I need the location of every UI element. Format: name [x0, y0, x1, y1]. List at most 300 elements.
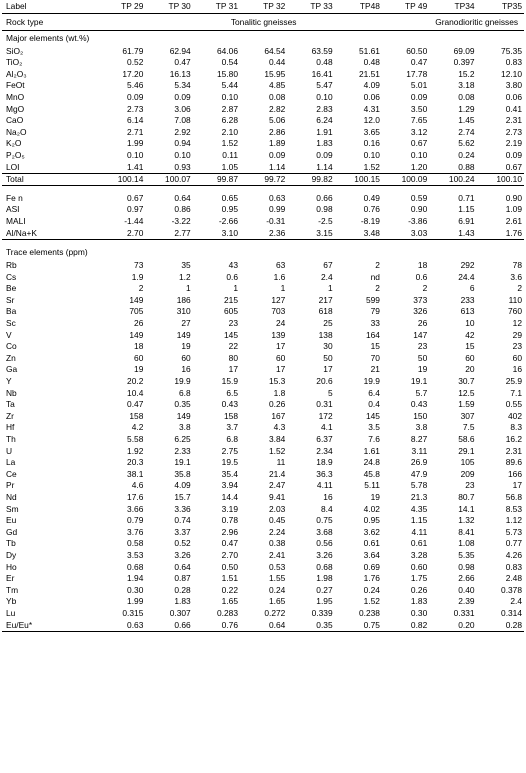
table-cell: 0.71	[458, 192, 475, 203]
table-cell: 18	[134, 341, 144, 352]
row-label: Zn	[6, 352, 16, 363]
table-cell: 2.75	[221, 445, 238, 456]
trace-row	[2, 260, 524, 272]
table-cell: 105	[460, 457, 475, 468]
table-cell: 0.68	[127, 561, 144, 572]
table-cell: 0.66	[316, 192, 333, 203]
table-cell: 2.19	[505, 138, 522, 149]
major-row	[2, 91, 524, 103]
table-cell: 19	[134, 364, 144, 375]
table-cell: 15.95	[264, 68, 286, 79]
table-cell: 0.283	[217, 607, 238, 618]
table-cell: 0.50	[221, 561, 238, 572]
table-cell: 6.37	[316, 434, 333, 444]
table-cell: 79	[370, 306, 380, 317]
table-cell: 2.86	[268, 126, 286, 137]
table-cell: 70	[370, 352, 380, 363]
table-cell: 17.6	[127, 491, 144, 502]
table-cell: 1.94	[127, 573, 144, 584]
table-cell: 1	[233, 283, 238, 294]
table-cell: 1.52	[363, 596, 380, 607]
table-cell: 15.9	[221, 376, 238, 387]
table-cell: 5.78	[410, 480, 428, 491]
table-cell: -1.44	[124, 215, 144, 226]
table-cell: 0.58	[127, 538, 144, 549]
trace-row	[2, 306, 524, 318]
table-cell: 0.61	[363, 538, 380, 549]
table-cell: 2	[375, 283, 380, 294]
table-cell: 100.14	[98, 173, 145, 186]
table-cell: 43	[228, 260, 238, 271]
table-cell: 100.15	[335, 173, 382, 186]
table-cell: 3.8	[179, 422, 191, 433]
row-label: MnO	[6, 91, 25, 102]
major-row	[2, 68, 524, 80]
table-cell: -2.5	[318, 215, 333, 226]
table-cell: 56.8	[505, 491, 522, 502]
row-label: Cs	[6, 271, 17, 282]
table-cell: 5.47	[316, 80, 333, 91]
table-cell: 618	[318, 306, 333, 317]
table-cell: 99.72	[240, 173, 287, 186]
table-cell: 139	[271, 329, 286, 340]
row-label: La	[6, 457, 16, 468]
table-cell: 0.66	[145, 619, 192, 631]
table-cell: 2.66	[458, 573, 475, 584]
table-cell: 75.35	[501, 45, 522, 56]
table-cell: 6.25	[174, 434, 191, 444]
table-cell: 4.2	[131, 422, 144, 433]
major-row	[2, 161, 524, 173]
table-cell: 16	[512, 364, 522, 375]
table-cell: 63.59	[311, 45, 333, 56]
table-cell: 0.16	[363, 138, 380, 149]
table-cell: 1.8	[273, 387, 286, 398]
table-cell: 2.31	[505, 115, 522, 126]
table-cell: 60.50	[406, 45, 428, 56]
table-cell: 8.4	[320, 503, 333, 514]
table-cell: 7.6	[368, 434, 380, 444]
table-cell: 50	[323, 352, 333, 363]
table-cell: 0.76	[193, 619, 240, 631]
table-cell: 0.6	[415, 271, 428, 282]
table-cell: 215	[224, 294, 238, 305]
trace-row	[2, 387, 524, 399]
table-cell: 17	[228, 364, 238, 375]
table-cell: 0.86	[174, 204, 191, 215]
trace-row	[2, 364, 524, 376]
trace-row	[2, 445, 524, 457]
table-cell: 0.10	[363, 149, 380, 160]
row-label: CaO	[6, 115, 24, 126]
table-cell: 0.47	[127, 399, 144, 410]
header-sample: TP34	[429, 0, 476, 14]
table-cell: 0.397	[453, 57, 475, 68]
table-cell: 307	[460, 410, 475, 421]
table-cell: 2	[138, 283, 144, 294]
trace-row	[2, 619, 524, 631]
table-cell: 4.09	[174, 480, 191, 491]
table-cell: 1.45	[458, 115, 475, 126]
table-cell: 14.1	[458, 503, 475, 514]
table-cell: 89.6	[505, 457, 522, 468]
table-cell: 0.35	[287, 619, 334, 631]
trace-row	[2, 375, 524, 387]
table-cell: 0.24	[363, 584, 380, 595]
table-cell: 3.76	[127, 526, 144, 537]
row-label: Tb	[6, 538, 16, 549]
table-cell: 1.20	[382, 161, 429, 173]
table-cell: 0.98	[316, 204, 333, 215]
table-cell: 0.10	[127, 149, 144, 160]
table-cell: 0.11	[222, 149, 238, 160]
trace-row	[2, 352, 524, 364]
major-row	[2, 138, 524, 150]
row-label: Eu	[6, 515, 17, 526]
table-cell: 149	[129, 294, 144, 305]
table-cell: 0.22	[221, 584, 238, 595]
table-cell: 0.49	[363, 192, 380, 203]
table-cell: 16	[323, 491, 333, 502]
row-label: Zr	[6, 410, 14, 421]
table-cell: 3.26	[316, 549, 333, 560]
row-label: Be	[6, 283, 17, 294]
row-label: V	[6, 329, 12, 340]
table-cell: 17	[323, 364, 333, 375]
table-cell: 26	[417, 318, 428, 329]
table-cell: 21.51	[358, 68, 380, 79]
table-cell: 3.68	[316, 526, 333, 537]
table-cell: 0.08	[458, 91, 475, 102]
table-cell: 2.83	[316, 103, 333, 114]
table-cell: 0.98	[458, 561, 475, 572]
table-cell: 0.87	[174, 573, 191, 584]
table-cell: 0.28	[174, 584, 191, 595]
table-cell: 2	[517, 283, 522, 294]
row-label: Nd	[6, 491, 17, 502]
table-cell: 1.61	[363, 445, 380, 456]
trace-row	[2, 503, 524, 515]
table-cell: 0.95	[363, 515, 380, 526]
header-sample: TP 33	[287, 0, 334, 14]
rock-type-row	[2, 14, 524, 31]
table-cell: 0.378	[501, 584, 522, 595]
table-cell: 1.55	[268, 573, 286, 584]
table-cell: 3.50	[410, 103, 428, 114]
table-cell: 3.6	[510, 271, 522, 282]
table-cell: 0.09	[316, 149, 333, 160]
table-cell: 0.09	[174, 91, 191, 102]
table-cell: 0.28	[477, 619, 524, 631]
table-cell: 1.14	[287, 161, 334, 173]
table-cell: 3.80	[505, 80, 522, 91]
table-cell: 0.40	[458, 584, 475, 595]
table-cell: 0.20	[429, 619, 476, 631]
row-label: Ga	[6, 364, 18, 375]
table-cell: 0.97	[127, 204, 144, 215]
trace-row	[2, 491, 524, 503]
table-cell: 0.44	[268, 57, 286, 68]
table-cell: 2.70	[98, 227, 145, 239]
table-cell: 19	[181, 341, 191, 352]
table-cell: 0.68	[316, 561, 333, 572]
table-cell: 0.47	[410, 57, 428, 68]
major-section-row	[2, 31, 524, 46]
table-cell: 17.20	[122, 68, 144, 79]
table-cell: 0.08	[268, 91, 286, 102]
table-cell: 25	[323, 318, 333, 329]
table-cell: 1.51	[221, 573, 238, 584]
row-label: Dy	[6, 549, 17, 560]
table-cell: nd	[370, 271, 380, 282]
table-cell: 0.69	[363, 561, 380, 572]
table-cell: -3.22	[171, 215, 191, 226]
table-cell: 0.75	[335, 619, 382, 631]
table-cell: 1.9	[131, 271, 144, 282]
table-cell: 0.79	[127, 515, 144, 526]
table-cell: 5.7	[415, 387, 428, 398]
table-cell: 4.35	[410, 503, 428, 514]
table-cell: 1.76	[477, 227, 524, 239]
table-cell: 64.54	[264, 45, 286, 56]
table-cell: 0.47	[221, 538, 238, 549]
row-label: Sr	[6, 294, 15, 305]
table-cell: 0.43	[410, 399, 428, 410]
table-cell: 0.48	[316, 57, 333, 68]
table-cell: 3.7	[226, 422, 238, 433]
table-cell: 6.5	[226, 387, 238, 398]
table-cell: 149	[176, 410, 191, 421]
table-cell: 18	[417, 260, 428, 271]
table-cell: 0.77	[505, 538, 522, 549]
table-cell: 6.28	[221, 115, 238, 126]
trace-row	[2, 573, 524, 585]
table-cell: 4.6	[131, 480, 144, 491]
table-cell: 127	[271, 294, 286, 305]
table-cell: 60	[134, 352, 144, 363]
table-cell: 0.10	[410, 149, 428, 160]
table-cell: 8.3	[510, 422, 522, 433]
major-row	[2, 80, 524, 92]
table-cell: 7.1	[510, 387, 522, 398]
table-cell: 2.03	[268, 503, 286, 514]
table-cell: 1.59	[458, 399, 475, 410]
table-cell: 15.7	[174, 491, 191, 502]
table-cell: 5.01	[410, 80, 428, 91]
table-cell: 1.99	[127, 138, 144, 149]
table-cell: 100.09	[382, 173, 429, 186]
table-cell: 45.8	[363, 468, 380, 479]
table-cell: 0.27	[316, 584, 333, 595]
table-cell: 0.09	[127, 91, 144, 102]
table-cell: 12.0	[363, 115, 380, 126]
table-cell: 2.33	[174, 445, 191, 456]
table-cell: 1.52	[221, 138, 238, 149]
table-cell: 69.09	[453, 45, 475, 56]
table-cell: 80	[228, 352, 238, 363]
major-row	[2, 126, 524, 138]
table-cell: 149	[129, 329, 144, 340]
table-cell: 2.10	[221, 126, 238, 137]
table-cell: 0.53	[268, 561, 286, 572]
table-cell: 5	[327, 387, 333, 398]
table-cell: 0.31	[316, 399, 333, 410]
trace-row	[2, 549, 524, 561]
table-cell: 2.77	[145, 227, 192, 239]
table-cell: 0.90	[410, 204, 428, 215]
table-cell: 0.4	[368, 399, 380, 410]
table-cell: 24.4	[458, 271, 475, 282]
table-cell: 5.62	[458, 138, 475, 149]
table-cell: 1.12	[505, 515, 522, 526]
table-cell: 0.30	[410, 607, 428, 618]
table-cell: 18.9	[316, 457, 333, 468]
row-label: Al₂O₃	[6, 68, 27, 79]
table-cell: 150	[413, 410, 428, 421]
table-cell: 8.27	[410, 434, 428, 444]
table-cell: 2.41	[268, 549, 286, 560]
table-cell: 145	[224, 329, 238, 340]
table-cell: 23	[417, 341, 428, 352]
table-cell: 35	[181, 260, 191, 271]
row-label: Ce	[6, 468, 17, 479]
table-cell: 1.14	[240, 161, 287, 173]
table-cell: 0.09	[268, 149, 286, 160]
row-label: Yb	[6, 596, 17, 607]
major-section-title: Major elements (wt.%)	[2, 31, 524, 46]
table-cell: 292	[460, 260, 475, 271]
table-cell: 7.65	[410, 115, 428, 126]
table-cell: 16.13	[169, 68, 191, 79]
table-cell: 138	[318, 329, 333, 340]
header-sample: TP 31	[193, 0, 240, 14]
table-cell: 2	[375, 260, 380, 271]
table-cell: 67	[323, 260, 333, 271]
table-cell: 0.26	[410, 584, 428, 595]
total-row	[2, 173, 524, 186]
row-label: Ba	[6, 306, 17, 317]
table-cell: 0.95	[221, 204, 238, 215]
header-sample: TP48	[335, 0, 382, 14]
row-label: Fe n	[6, 192, 23, 203]
table-cell: 2.47	[268, 480, 286, 491]
table-cell: 11	[276, 457, 286, 468]
table-cell: 6.14	[127, 115, 144, 126]
table-cell: 0.09	[505, 149, 522, 160]
table-cell: 1.83	[410, 596, 428, 607]
table-cell: 0.93	[145, 161, 192, 173]
table-cell: 1	[280, 283, 286, 294]
table-cell: 0.38	[268, 538, 286, 549]
table-cell: 4.26	[505, 549, 522, 560]
table-cell: 0.10	[221, 91, 238, 102]
table-cell: 3.62	[363, 526, 380, 537]
table-cell: 3.28	[410, 549, 428, 560]
trace-row	[2, 526, 524, 538]
table-cell: 0.10	[174, 149, 191, 160]
table-cell: 164	[365, 329, 380, 340]
table-cell: 2.34	[316, 445, 333, 456]
table-cell: 15.80	[217, 68, 238, 79]
table-cell: 62.94	[169, 45, 191, 56]
row-label: Pr	[6, 480, 15, 491]
table-cell: 2.87	[221, 103, 238, 114]
table-cell: 0.35	[174, 399, 191, 410]
trace-row	[2, 584, 524, 596]
table-cell: 1.75	[410, 573, 428, 584]
table-cell: 1.95	[316, 596, 333, 607]
row-label: Th	[6, 434, 16, 444]
geochemistry-table	[2, 0, 524, 632]
table-cell: 149	[176, 329, 191, 340]
table-cell: 19.1	[410, 376, 428, 387]
table-cell: 99.82	[287, 173, 334, 186]
index-row	[2, 204, 524, 216]
table-cell: 30.7	[458, 376, 475, 387]
table-cell: 4.11	[411, 526, 428, 537]
table-cell: 38.1	[127, 468, 144, 479]
major-row	[2, 149, 524, 161]
table-cell: 17	[275, 341, 286, 352]
table-cell: 26	[134, 318, 144, 329]
table-cell: 599	[365, 294, 380, 305]
row-label: Er	[6, 573, 15, 584]
table-cell: 0.43	[221, 399, 238, 410]
table-cell: 0.6	[226, 271, 238, 282]
table-cell: 2.31	[505, 445, 522, 456]
table-cell: 17.78	[406, 68, 428, 79]
table-cell: 16	[181, 364, 191, 375]
table-cell: 42	[465, 329, 475, 340]
table-cell: 3.48	[335, 227, 382, 239]
row-label: ASI	[6, 204, 20, 215]
table-cell: 2.73	[505, 126, 522, 137]
table-cell: 1.15	[410, 515, 428, 526]
table-cell: 21.4	[268, 468, 286, 479]
table-cell: 0.65	[221, 192, 238, 203]
table-cell: 19.9	[174, 376, 191, 387]
table-cell: 5.44	[221, 80, 238, 91]
table-cell: 99.87	[193, 173, 240, 186]
trace-row	[2, 329, 524, 341]
table-cell: 3.37	[174, 526, 191, 537]
table-cell: 12.10	[501, 68, 522, 79]
table-cell: 20.6	[316, 376, 333, 387]
table-cell: 1.29	[458, 103, 475, 114]
table-cell: 1.52	[335, 161, 382, 173]
table-cell: 1.05	[193, 161, 240, 173]
table-cell: 166	[508, 468, 522, 479]
row-label: Sc	[6, 318, 16, 329]
table-cell: 15	[370, 341, 380, 352]
table-cell: 3.66	[127, 503, 144, 514]
table-cell: 19.5	[221, 457, 238, 468]
table-cell: 6.4	[368, 387, 380, 398]
table-cell: 1.65	[268, 596, 286, 607]
row-label: Tm	[6, 584, 19, 595]
row-label: Sm	[6, 503, 19, 514]
row-label: Al/Na+K	[2, 227, 98, 239]
table-cell: 2.71	[127, 126, 144, 137]
table-cell: 1.83	[174, 596, 191, 607]
table-cell: 7.08	[174, 115, 191, 126]
table-cell: 1.09	[505, 204, 522, 215]
table-cell: 0.55	[505, 399, 522, 410]
table-cell: 0.238	[358, 607, 380, 618]
table-cell: 78	[512, 260, 522, 271]
table-cell: 605	[224, 306, 238, 317]
table-cell: 1.52	[268, 445, 286, 456]
